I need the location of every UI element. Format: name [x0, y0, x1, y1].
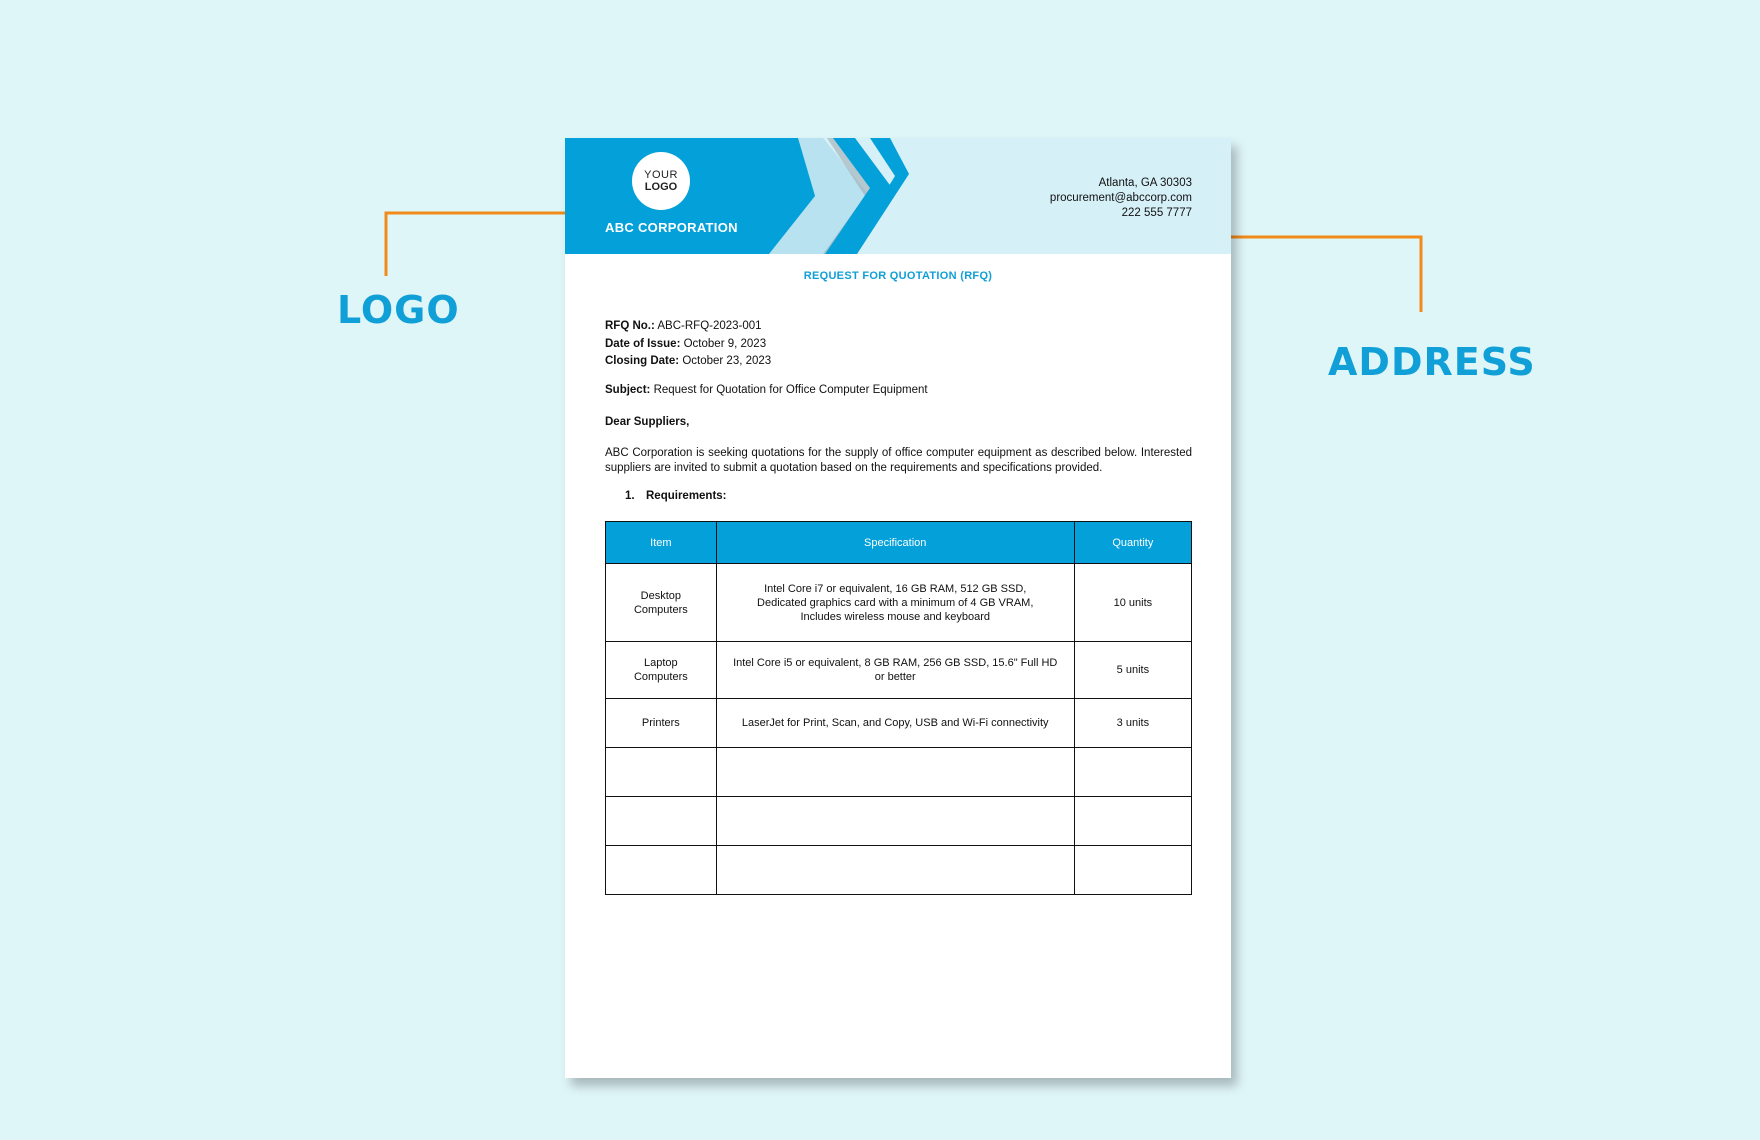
- cell-item: Laptop Computers: [606, 642, 717, 699]
- cell-specification: [716, 797, 1074, 846]
- closing-date-line: [605, 353, 771, 371]
- document-header: [565, 138, 1231, 254]
- cell-item: [606, 797, 717, 846]
- rfq-document: [565, 138, 1231, 1078]
- requirements-table: [605, 521, 1192, 895]
- cell-specification: [716, 748, 1074, 797]
- company-name: ABC CORPORATION: [605, 220, 738, 235]
- address-city: Atlanta, GA 30303: [1098, 177, 1192, 189]
- subject-line: [605, 384, 928, 396]
- column-header-quantity: Quantity: [1074, 522, 1191, 564]
- cell-specification: Intel Core i5 or equivalent, 8 GB RAM, 256 GB SSD, 15.6" Full HD or better: [716, 642, 1074, 699]
- closing-date: October 23, 2023: [679, 355, 772, 367]
- logo: [632, 152, 690, 210]
- address-phone: 222 555 7777: [1121, 207, 1192, 219]
- cell-item: [606, 846, 717, 895]
- subject-text: Request for Quotation for Office Computer Equipment: [650, 384, 928, 396]
- table-row: [606, 797, 1192, 846]
- cell-quantity: [1074, 748, 1191, 797]
- table-row: [606, 642, 1192, 699]
- requirements-number: 1.: [625, 490, 635, 502]
- logo-text-bottom: LOGO: [644, 181, 678, 193]
- greeting: Dear Suppliers,: [605, 416, 690, 428]
- cell-item: [606, 748, 717, 797]
- issue-date-label: Date of Issue:: [605, 337, 681, 350]
- intro-paragraph: ABC Corporation is seeking quotations for the supply of office computer equipment as described below. Interested suppliers are invited to submit a quotation based on the requirements and specifications provided.: [605, 447, 1192, 474]
- table-header-row: [606, 522, 1192, 564]
- requirements-heading: [625, 490, 727, 502]
- logo-callout-label: LOGO: [337, 288, 460, 332]
- rfq-meta: [605, 318, 771, 371]
- requirements-label: Requirements:: [646, 490, 727, 502]
- logo-text-top: YOUR: [644, 169, 678, 181]
- cell-quantity: 10 units: [1074, 564, 1191, 642]
- table-row: [606, 564, 1192, 642]
- company-address: [1050, 176, 1192, 221]
- subject-label: Subject:: [605, 384, 651, 396]
- column-header-specification: Specification: [716, 522, 1074, 564]
- issue-date: October 9, 2023: [680, 337, 767, 350]
- table-row: [606, 699, 1192, 748]
- cell-specification: LaserJet for Print, Scan, and Copy, USB and Wi-Fi connectivity: [716, 699, 1074, 748]
- cell-item: Desktop Computers: [606, 564, 717, 642]
- column-header-item: Item: [606, 522, 717, 564]
- cell-quantity: 3 units: [1074, 699, 1191, 748]
- address-callout-label: ADDRESS: [1328, 340, 1536, 384]
- issue-date-line: [605, 336, 771, 354]
- rfq-number: ABC-RFQ-2023-001: [654, 320, 762, 332]
- cell-quantity: [1074, 846, 1191, 895]
- cell-specification: Intel Core i7 or equivalent, 16 GB RAM, 512 GB SSD, Dedicated graphics card with a minimum of 4 GB VRAM, Includes wireless mouse and keyboard: [716, 564, 1074, 642]
- rfq-number-line: [605, 318, 771, 336]
- address-email: procurement@abccorp.com: [1049, 192, 1192, 204]
- cell-quantity: [1074, 797, 1191, 846]
- cell-quantity: 5 units: [1074, 642, 1191, 699]
- cell-specification: [716, 846, 1074, 895]
- cell-item: Printers: [606, 699, 717, 748]
- table-row: [606, 846, 1192, 895]
- rfq-number-label: RFQ No.:: [605, 320, 655, 332]
- document-title: REQUEST FOR QUOTATION (RFQ): [803, 270, 993, 282]
- table-row: [606, 748, 1192, 797]
- closing-date-label: Closing Date:: [605, 355, 680, 367]
